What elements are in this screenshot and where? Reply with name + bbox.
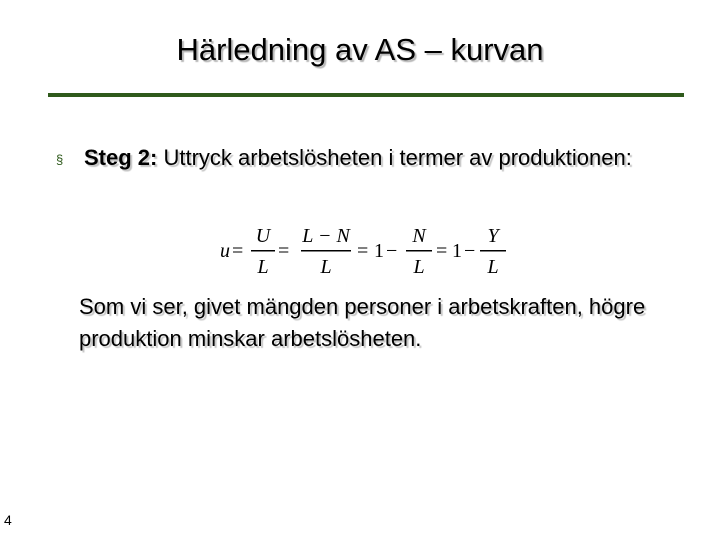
- unemployment-formula: [214, 222, 514, 280]
- step-label: Steg 2:: [84, 145, 158, 170]
- bullet-icon: §: [56, 152, 64, 167]
- slide-title: Härledning av AS – kurvan: [176, 32, 544, 67]
- explanation-paragraph: Som vi ser, givet mängden personer i arbetskraften, högre produktion minskar arbetslösheten.: [79, 294, 646, 351]
- formula-one-2: 1: [452, 240, 462, 262]
- formula-fraction-bar-4: [480, 250, 506, 252]
- title-divider-bar: [48, 93, 684, 97]
- formula-equals-2: =: [278, 240, 290, 262]
- formula-fraction-bar-2: [301, 250, 351, 252]
- formula-equals-1: =: [232, 240, 244, 262]
- formula-numerator-N: N: [412, 225, 426, 247]
- formula-denominator-L-3: L: [413, 256, 425, 278]
- slide-number: 4: [4, 512, 12, 528]
- formula-one-1: 1: [374, 240, 384, 262]
- formula-equals-4: =: [436, 240, 448, 262]
- formula-denominator-L-4: L: [487, 256, 499, 278]
- formula-numerator-U: U: [255, 225, 271, 247]
- formula-numerator-Y: Y: [487, 225, 499, 247]
- formula-fraction-bar-1: [251, 250, 275, 252]
- formula-u: u: [220, 240, 230, 262]
- formula-minus-1: −: [386, 240, 398, 262]
- bullet-item: [84, 142, 684, 174]
- formula-denominator-L-2: L: [320, 256, 332, 278]
- title-divider: [48, 93, 684, 97]
- formula-minus-2: −: [464, 240, 476, 262]
- formula-denominator-L-1: L: [257, 256, 269, 278]
- step-text: Uttryck arbetslösheten i termer av produktionen:: [163, 145, 632, 170]
- formula-equals-3: =: [357, 240, 369, 262]
- formula-fraction-bar-3: [406, 250, 432, 252]
- formula-numerator-L-minus-N: L − N: [302, 225, 350, 247]
